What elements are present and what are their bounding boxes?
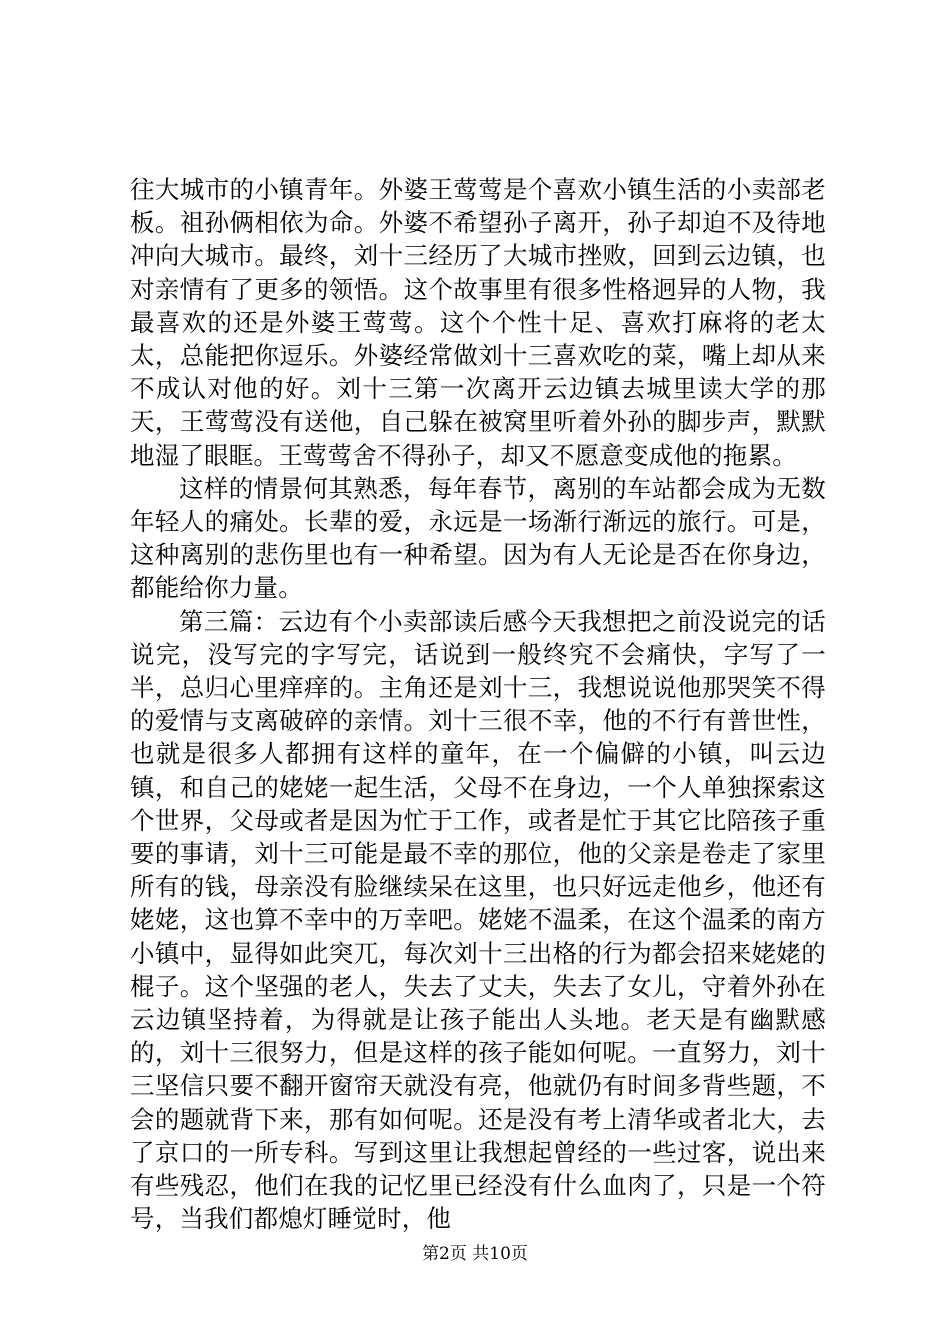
paragraph-3: 第三篇：云边有个小卖部读后感今天我想把之前没说完的话说完，没写完的字写完，话说到一般终究不会痛快，字写了一半，总归心里痒痒的。主角还是刘十三，我想说说他那哭笑不得的爱情与支离破碎的亲情。刘十三很不幸，他的不行有普世性，也就是很多人都拥有这样的童年，在一个偏僻的小镇，叫云边镇，和自己的姥姥一起生活，父母不在身边，一个人单独探索这个世界，父母或者是因为忙于工作，或者是忙于其它比陪孩子重要的事请，刘十三可能是最不幸的那位，他的父亲是卷走了家里所有的钱，母亲没有脸继续呆在这里，也只好远走他乡，他还有姥姥，这也算不幸中的万幸吧。姥姥不温柔，在这个温柔的南方小镇中，显得如此突兀，每次刘十三出格的行为都会招来姥姥的棍子。这个坚强的老人，失去了丈夫，失去了女儿，守着外孙在云边镇坚持着，为得就是让孩子能出人头地。老天是有幽默感的，刘十三很努力，但是这样的孩子能如何呢。一直努力，刘十三坚信只要不翻开窗帘天就没有亮，他就仍有时间多背些题，不会的题就背下来，那有如何呢。还是没有考上清华或者北大，去了京口的一所专科。写到这里让我想起曾经的一些过客，说出来有些残忍，他们在我的记忆里已经没有什么血肉了，只是一个符号，当我们都熄灯睡觉时，他 (130, 606, 826, 1234)
document-body (130, 173, 826, 1236)
paragraph-2: 这样的情景何其熟悉，每年春节，离别的车站都会成为无数年轻人的痛处。长辈的爱，永远是一场渐行渐远的旅行。可是，这种离别的悲伤里也有一种希望。因为有人无论是否在你身边，都能给你力量。 (130, 473, 826, 603)
page-number-footer: 第2页 共10页 (422, 1244, 528, 1264)
paragraph-1: 往大城市的小镇青年。外婆王莺莺是个喜欢小镇生活的小卖部老板。祖孙俩相依为命。外婆不希望孙子离开，孙子却迫不及待地冲向大城市。最终，刘十三经历了大城市挫败，回到云边镇，也对亲情有了更多的领悟。这个故事里有很多性格迥异的人物，我最喜欢的还是外婆王莺莺。这个个性十足、喜欢打麻将的老太太，总能把你逗乐。外婆经常做刘十三喜欢吃的菜，嘴上却从来不成认对他的好。刘十三第一次离开云边镇去城里读大学的那天，王莺莺没有送他，自己躲在被窝里听着外孙的脚步声，默默地湿了眼眶。王莺莺舍不得孙子，却又不愿意变成他的拖累。 (130, 175, 826, 470)
